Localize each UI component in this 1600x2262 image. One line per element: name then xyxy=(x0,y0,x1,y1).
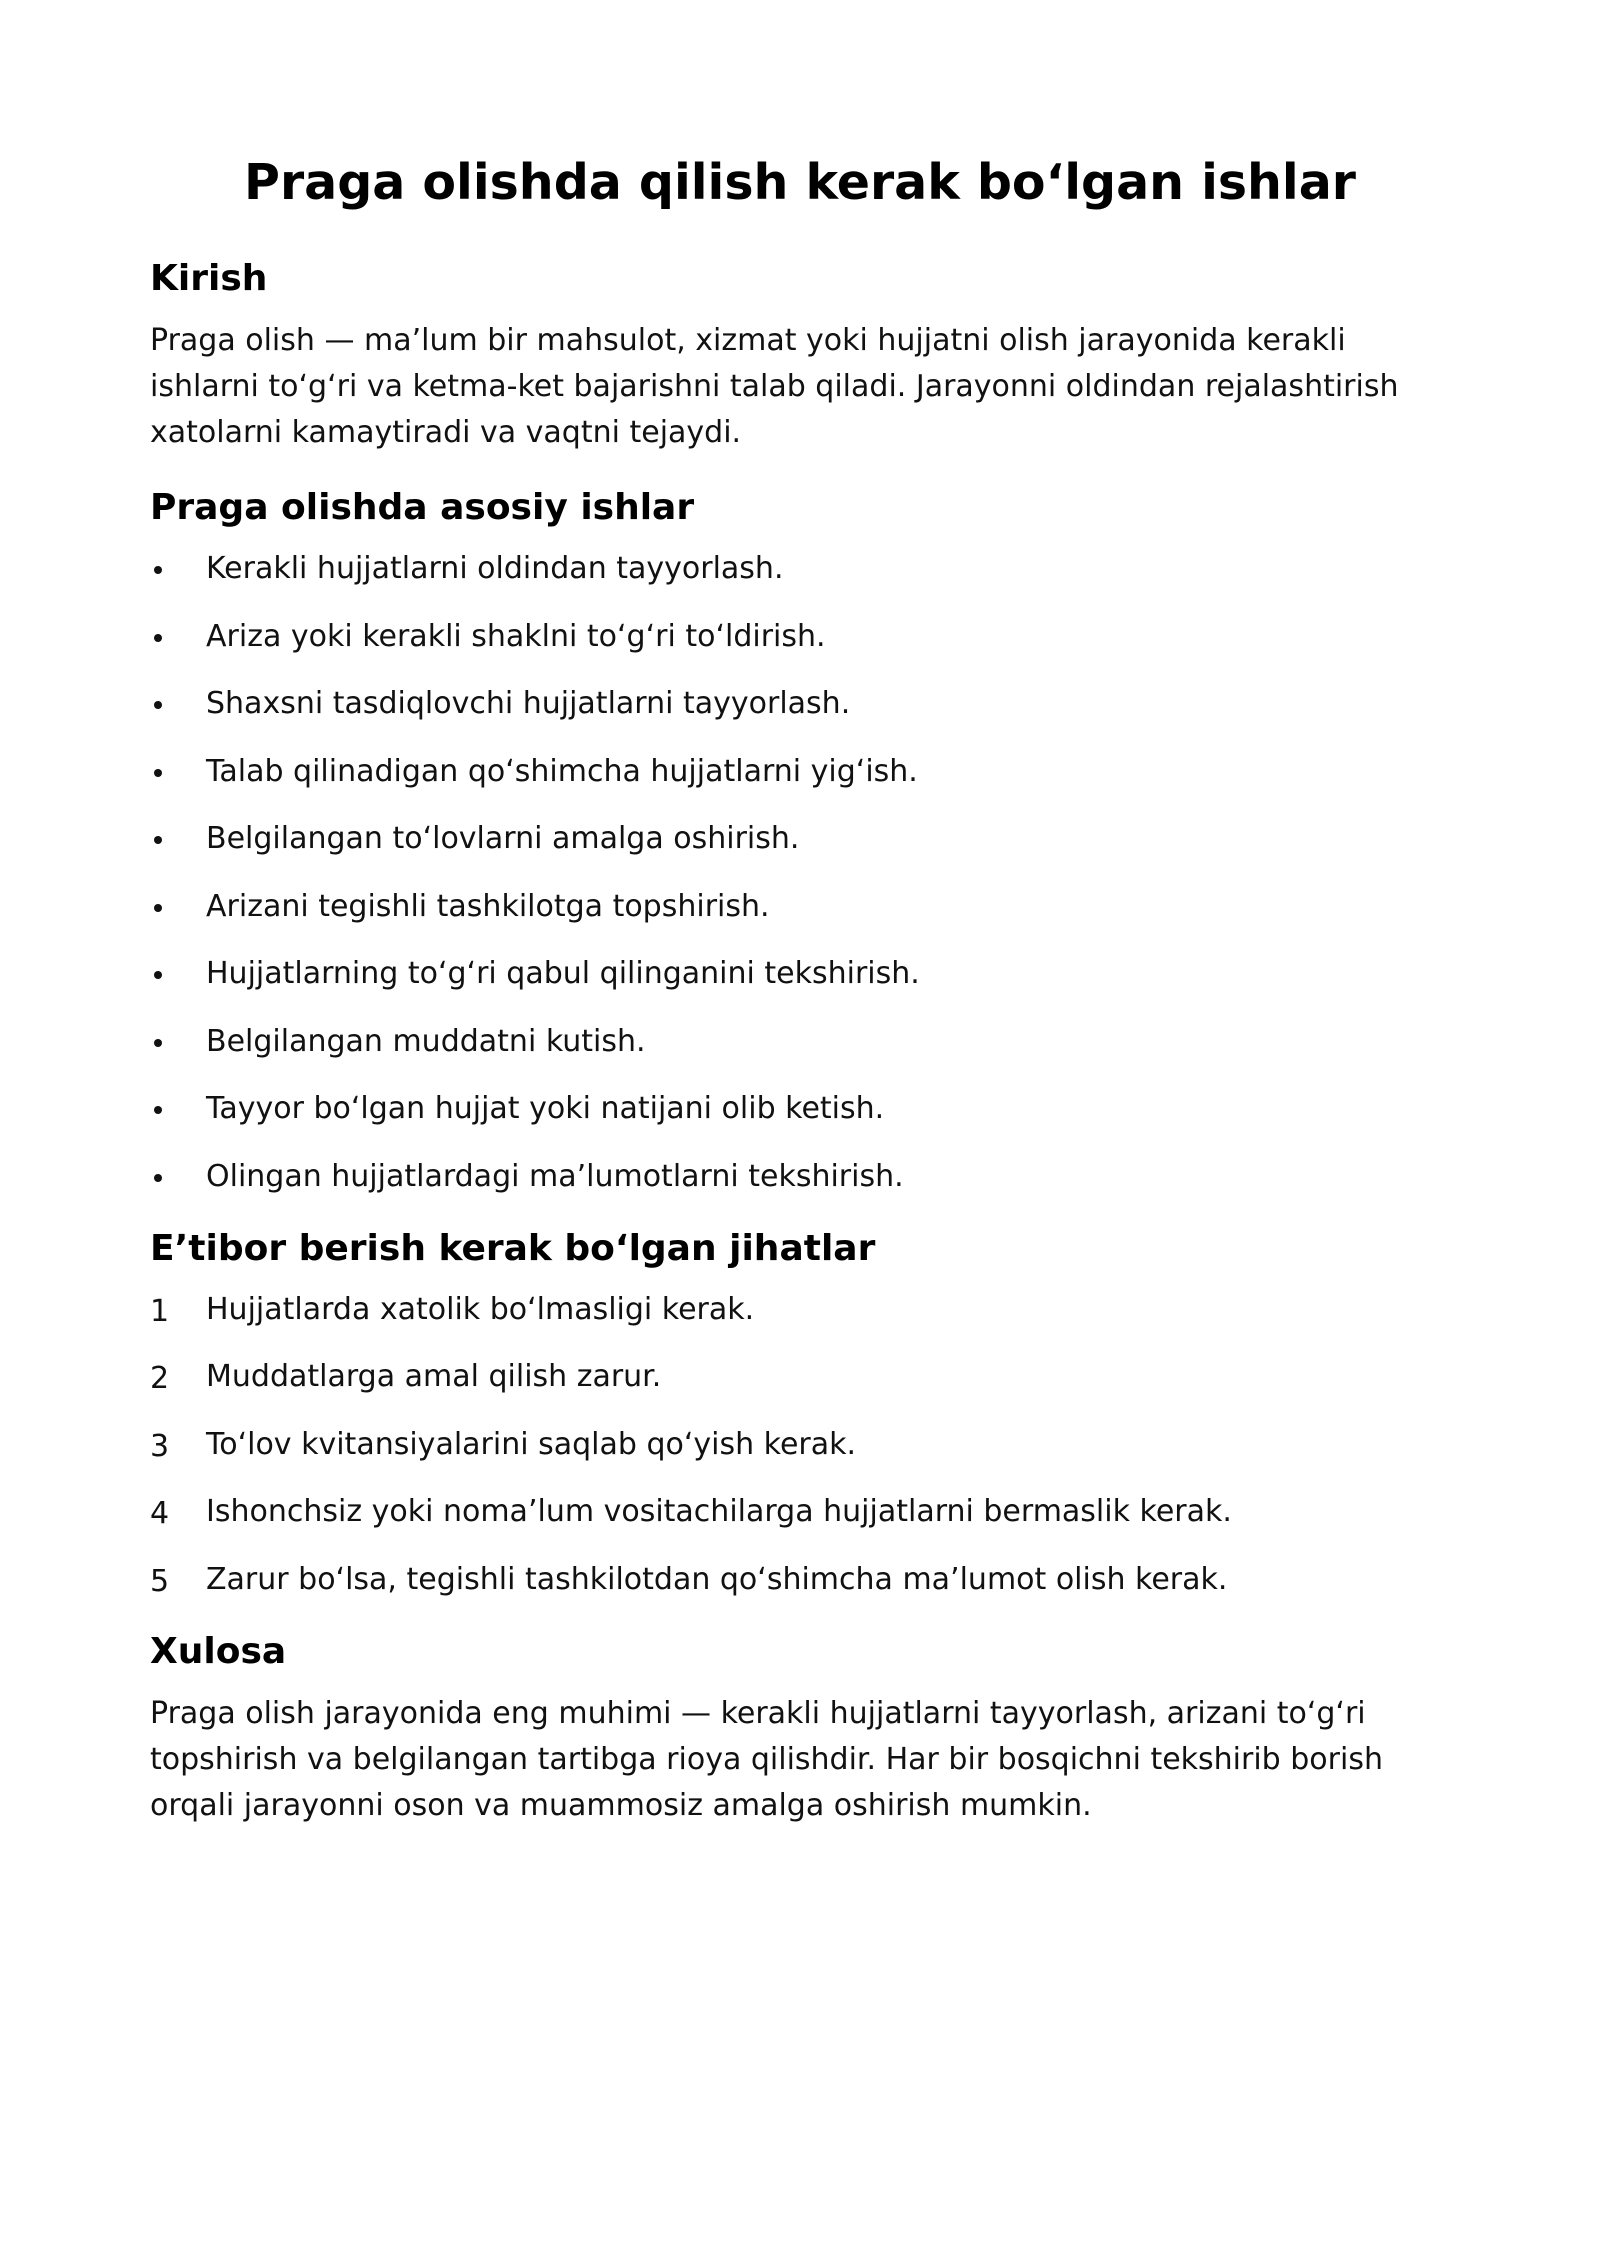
bullet-icon xyxy=(154,836,162,844)
bullet-icon xyxy=(154,904,162,912)
bullet-icon xyxy=(154,701,162,709)
bullet-icon xyxy=(154,1174,162,1182)
list-number: 1 xyxy=(150,1293,170,1329)
document-title: Praga olishda qilish kerak bo‘lgan ishlar xyxy=(244,154,1356,211)
list-item-text: Talab qilinadigan qo‘shimcha hujjatlarni yig‘ish. xyxy=(206,753,918,789)
list-item xyxy=(150,1019,1450,1065)
bullet-icon xyxy=(154,566,162,574)
intro-paragraph: Praga olish — ma’lum bir mahsulot, xizmat yoki hujjatni olish jarayonida kerakli ishlarni to‘g‘ri va ketma-ket bajarishni talab qiladi. Jarayonni oldindan rejalashtirish xatolarni kamaytiradi va vaqtni tejaydi. xyxy=(150,323,1399,450)
list-item-text: Hujjatlarning to‘g‘ri qabul qilinganini tekshirish. xyxy=(206,956,920,991)
list-item-text: Belgilangan to‘lovlarni amalga oshirish. xyxy=(206,821,800,856)
list-item-text: Muddatlarga amal qilish zarur. xyxy=(206,1359,662,1394)
main-tasks-heading: Praga olishda asosiy ishlar xyxy=(150,487,695,528)
list-item-text: To‘lov kvitansiyalarini saqlab qo‘yish kerak. xyxy=(206,1426,857,1462)
list-item-text: Hujjatlarda xatolik bo‘lmasligi kerak. xyxy=(206,1291,755,1327)
list-item xyxy=(150,614,1450,660)
list-item xyxy=(150,951,1450,997)
list-item xyxy=(150,1557,1450,1603)
list-item xyxy=(150,1422,1450,1468)
list-item-text: Arizani tegishli tashkilotga topshirish. xyxy=(206,888,770,924)
list-item-text: Belgilangan muddatni kutish. xyxy=(206,1023,646,1059)
list-item-text: Olingan hujjatlardagi ma’lumotlarni tekshirish. xyxy=(206,1158,904,1194)
conclusion-paragraph: Praga olish jarayonida eng muhimi — kerakli hujjatlarni tayyorlash, arizani to‘g‘ri topshirish va belgilangan tartibga rioya qilishdir. Har bir bosqichni tekshirib borish orqali jarayonni oson va muammosiz amalga oshirish mumkin. xyxy=(150,1695,1383,1823)
list-item xyxy=(150,749,1450,795)
bullet-icon xyxy=(154,971,162,979)
list-item-text: Kerakli hujjatlarni oldindan tayyorlash. xyxy=(206,551,784,586)
list-item xyxy=(150,1086,1450,1132)
list-number: 4 xyxy=(150,1496,170,1531)
bullet-icon xyxy=(154,1106,162,1114)
list-item xyxy=(150,681,1450,727)
list-item xyxy=(150,816,1450,862)
list-number: 2 xyxy=(150,1361,170,1396)
list-item xyxy=(150,1354,1450,1400)
list-item xyxy=(150,1287,1450,1333)
list-item xyxy=(150,1154,1450,1200)
intro-heading: Kirish xyxy=(150,258,268,299)
list-number: 5 xyxy=(150,1563,170,1599)
attention-list xyxy=(150,1287,1450,1603)
list-item-text: Ishonchsiz yoki noma’lum vositachilarga hujjatlarni bermaslik kerak. xyxy=(206,1494,1232,1529)
bullet-icon xyxy=(154,769,162,777)
list-item-text: Tayyor bo‘lgan hujjat yoki natijani olib ketish. xyxy=(206,1091,885,1126)
main-tasks-list xyxy=(150,546,1450,1200)
attention-heading: E’tibor berish kerak bo‘lgan jihatlar xyxy=(150,1227,876,1269)
conclusion-heading: Xulosa xyxy=(150,1630,287,1672)
bullet-icon xyxy=(154,1039,162,1047)
bullet-icon xyxy=(154,634,162,642)
list-item xyxy=(150,546,1450,592)
list-item-text: Shaxsni tasdiqlovchi hujjatlarni tayyorlash. xyxy=(206,686,851,721)
list-item-text: Zarur bo‘lsa, tegishli tashkilotdan qo‘shimcha ma’lumot olish kerak. xyxy=(206,1561,1228,1597)
list-number: 3 xyxy=(150,1428,170,1464)
list-item xyxy=(150,1489,1450,1535)
list-item xyxy=(150,884,1450,930)
list-item-text: Ariza yoki kerakli shaklni to‘g‘ri to‘ldirish. xyxy=(206,618,826,654)
